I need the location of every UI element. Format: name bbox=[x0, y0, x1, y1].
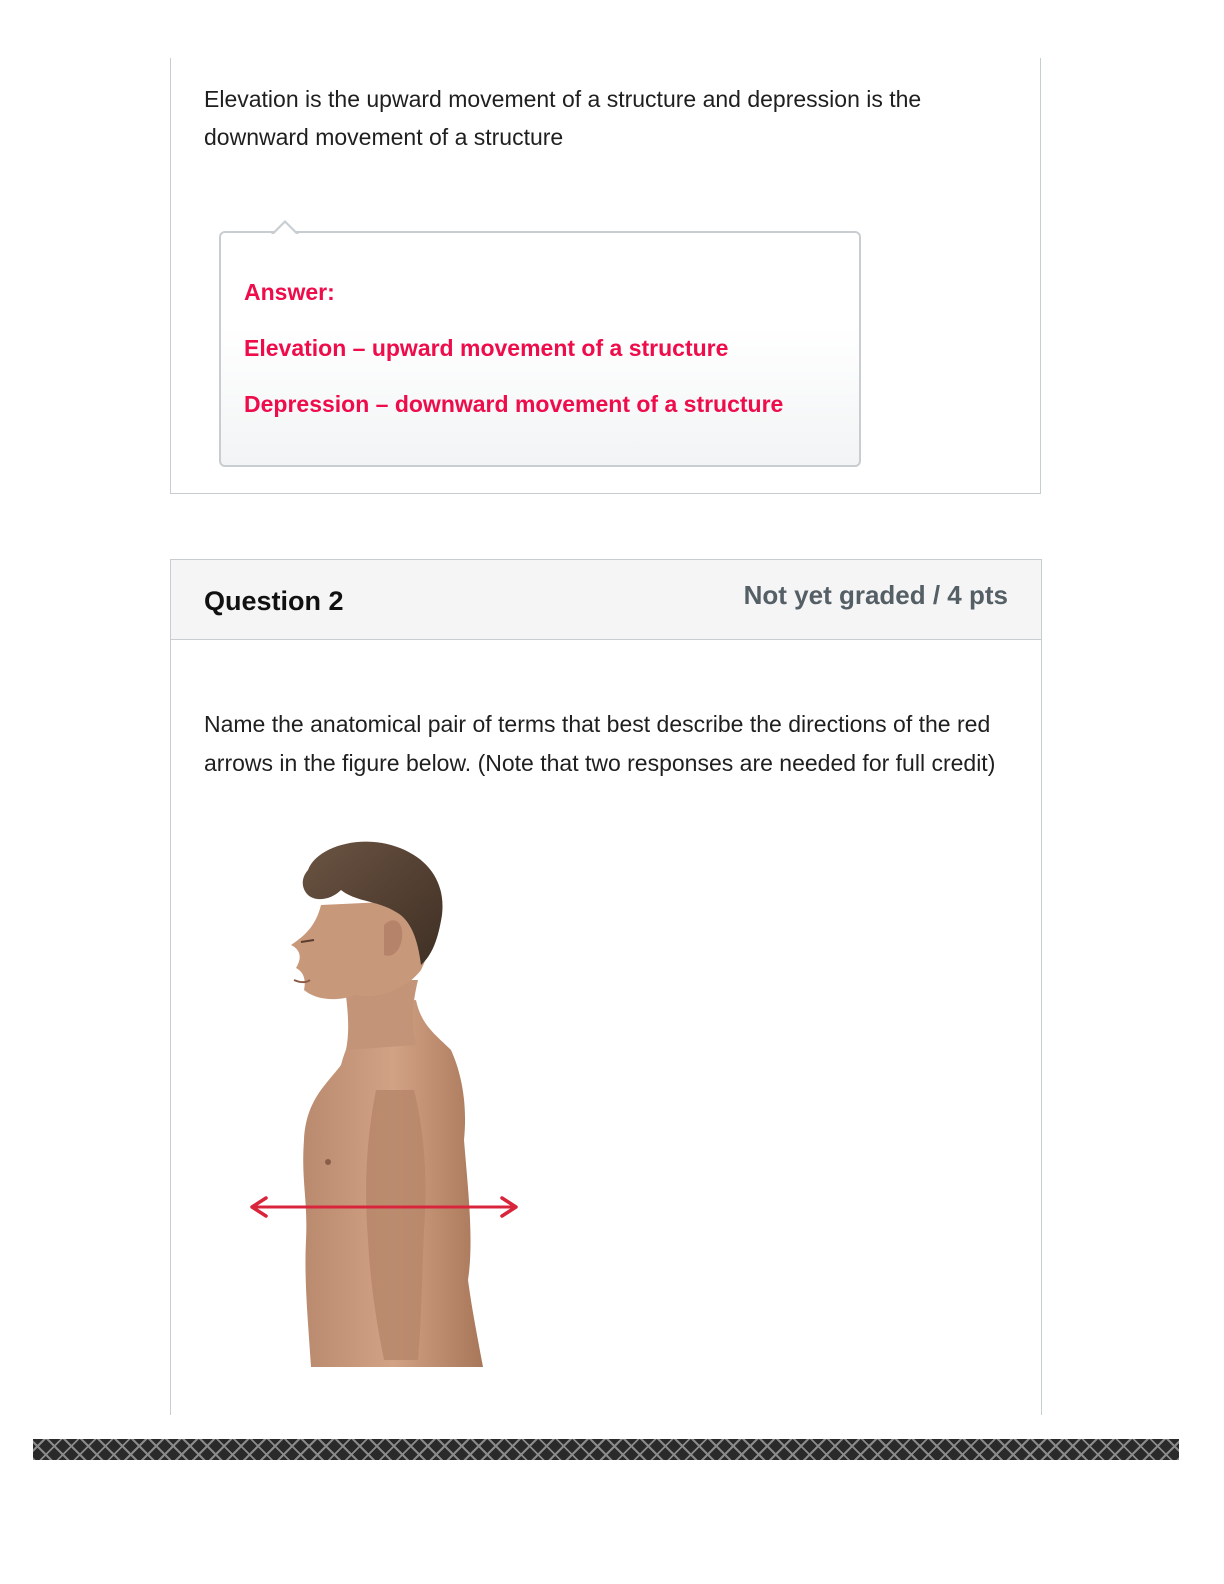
answer-heading: Answer: bbox=[244, 279, 335, 305]
anatomy-figure bbox=[246, 840, 546, 1370]
question-2-prompt: Name the anatomical pair of terms that best describe the directions of the red arrows in the figure below. (Note that two responses are needed for full credit) bbox=[204, 711, 996, 776]
question-1-card bbox=[170, 58, 1041, 494]
answer-line-elevation: Elevation – upward movement of a structure bbox=[244, 335, 729, 361]
decorative-footer-band bbox=[33, 1439, 1179, 1460]
question-1-text: Elevation is the upward movement of a structure and depression is the downward movement of a structure bbox=[204, 86, 922, 150]
answer-box bbox=[219, 231, 861, 467]
answer-line-depression: Depression – downward movement of a structure bbox=[244, 391, 784, 417]
question-2-title: Question 2 bbox=[204, 586, 344, 616]
human-torso-side-view-icon bbox=[246, 840, 546, 1370]
question-2-card bbox=[170, 559, 1042, 1415]
question-2-points: Not yet graded / 4 pts bbox=[743, 580, 1008, 610]
question-2-header bbox=[171, 560, 1041, 640]
